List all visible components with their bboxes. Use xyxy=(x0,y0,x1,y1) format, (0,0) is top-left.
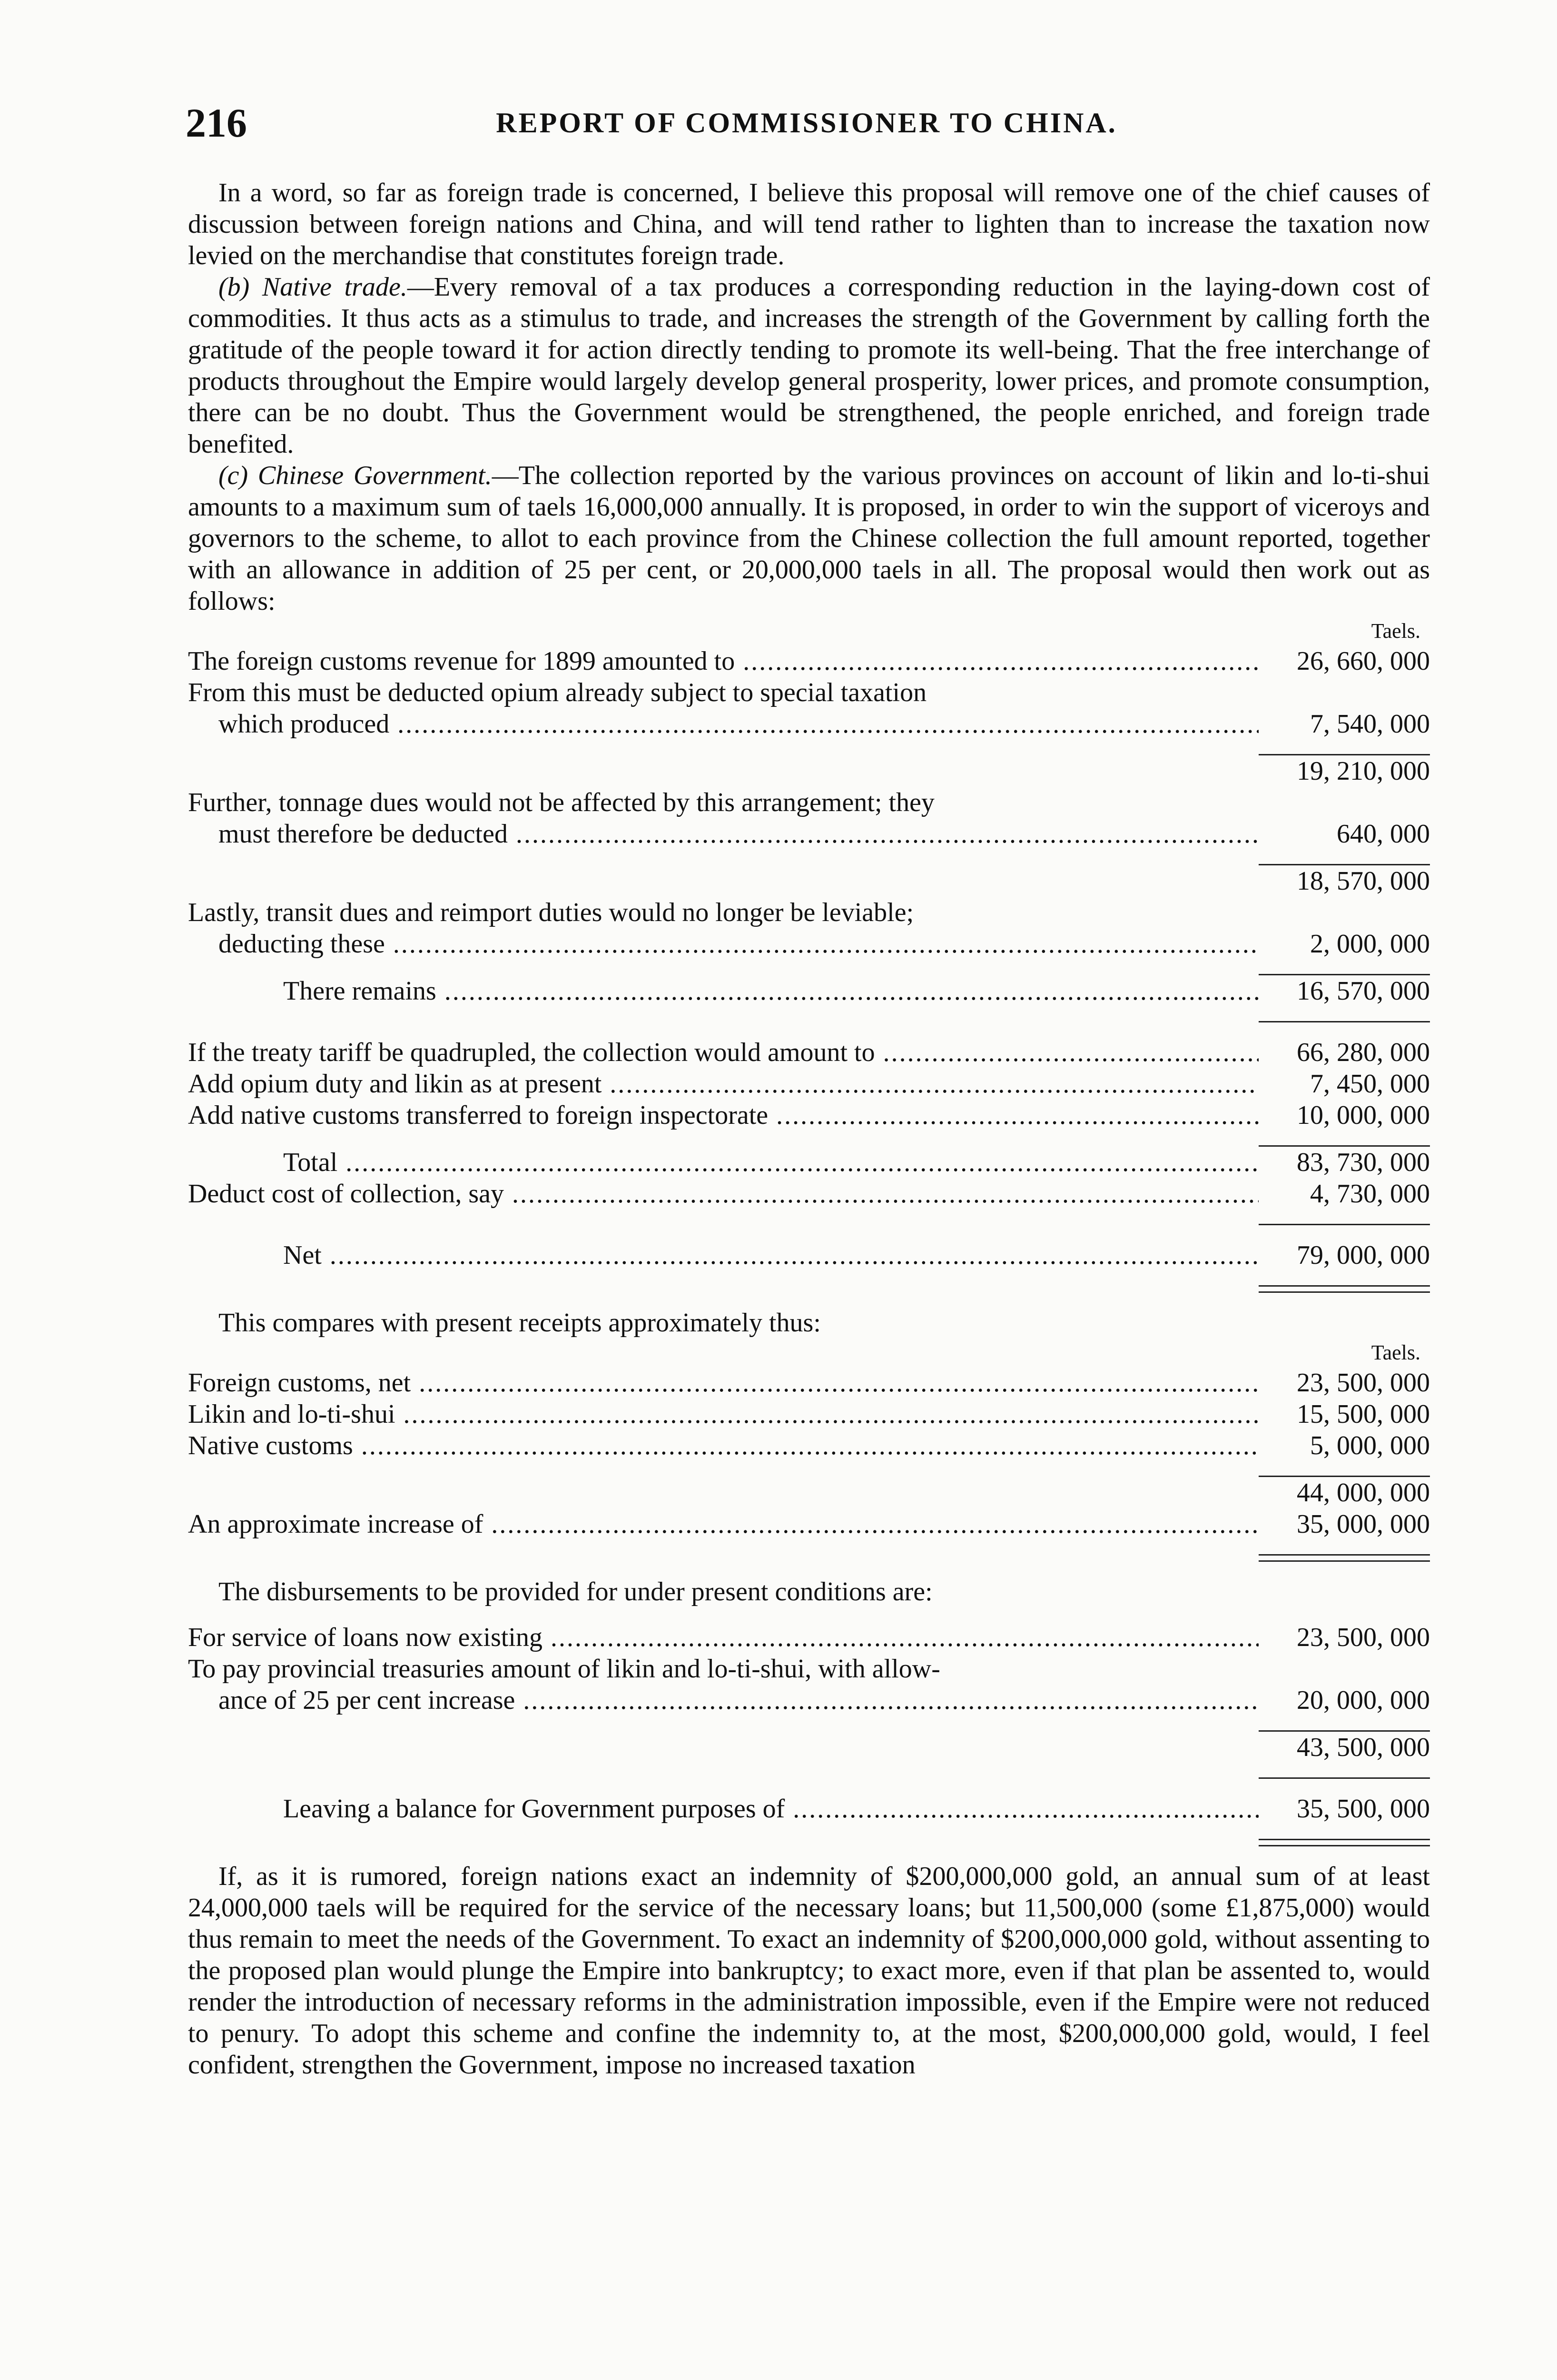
section-label: (c) Chinese Government. xyxy=(218,461,492,490)
total-rule xyxy=(1259,1554,1430,1562)
table-row: An approximate increase of ..... 35, 000, 000 xyxy=(188,1508,1430,1540)
table-row: ance of 25 per cent increase ..... 20, 000, 000 xyxy=(188,1685,1430,1716)
page-body xyxy=(188,177,1430,2081)
table-row: Add native customs transferred to foreign inspectorate ..... 10, 000, 000 xyxy=(188,1100,1430,1131)
table-row: must therefore be deducted ..... 640, 000 xyxy=(188,818,1430,850)
receipts-table xyxy=(188,1339,1430,1562)
subtotal-row: 43, 500, 000 xyxy=(1297,1733,1430,1762)
table-row: Further, tonnage dues would not be affected by this arrangement; they xyxy=(188,788,935,817)
running-title: REPORT OF COMMISSIONER TO CHINA. xyxy=(496,107,1117,139)
paragraph: (c) Chinese Government.—The collection reported by the various provinces on account of likin and lo-ti-shui amounts to a maximum sum of taels 16,000,000 annually. It is proposed, in order to win the support of viceroys and governors to the scheme, to allot to each province from the Chinese collection the full amount reported, together with an allowance in addition of 25 per cent, or 20,000,000 taels in all. The proposal would then work out as follows: xyxy=(188,461,1430,616)
paragraph: This compares with present receipts approximately thus: xyxy=(218,1308,821,1338)
table-row: For service of loans now existing ..... 23, 500, 000 xyxy=(188,1622,1430,1653)
subtotal-row: 18, 570, 000 xyxy=(1297,866,1430,896)
table-row: Deduct cost of collection, say ..... 4, 730, 000 xyxy=(188,1178,1430,1210)
table-row: Total ..... 83, 730, 000 xyxy=(188,1147,1430,1178)
paragraph: (b) Native trade.—Every removal of a tax produces a corresponding reduction in the laying-down cost of commodities. It thus acts as a stimulus to trade, and increases the strength of the Government by calling forth the gratitude of the people toward it for action directly tending to promote its well-being. That the free interchange of products throughout the Empire would largely develop general prosperity, lower prices, and promote consumption, there can be no doubt. Thus the Government would be strengthened, the people enriched, and foreign trade benefited. xyxy=(188,272,1430,459)
section-label: (b) Native trade. xyxy=(218,272,407,302)
paragraph: In a word, so far as foreign trade is concerned, I believe this proposal will remove one of the chief causes of discussion between foreign nations and China, and will tend rather to lighten than to increase the taxation now levied on the merchandise that constitutes foreign trade. xyxy=(188,178,1430,270)
page-number: 216 xyxy=(186,100,247,146)
page-header xyxy=(186,99,1428,151)
table-row: Net ..... 79, 000, 000 xyxy=(188,1240,1430,1271)
paragraph: The disbursements to be provided for under present conditions are: xyxy=(218,1577,933,1606)
subtotal-row: 19, 210, 000 xyxy=(1297,756,1430,786)
subtotal-row: 44, 000, 000 xyxy=(1297,1478,1430,1507)
table-row: To pay provincial treasuries amount of likin and lo-ti-shui, with allow- xyxy=(188,1654,940,1684)
table-row: Leaving a balance for Government purposes of ..... 35, 500, 000 xyxy=(188,1793,1430,1825)
table-row: There remains ..... 16, 570, 000 xyxy=(188,975,1430,1007)
unit-label: Taels. xyxy=(1371,1341,1420,1364)
table-row: The foreign customs revenue for 1899 amounted to ..... 26, 660, 000 xyxy=(188,645,1430,677)
table-row: If the treaty tariff be quadrupled, the collection would amount to ..... 66, 280, 000 xyxy=(188,1037,1430,1068)
revenue-table xyxy=(188,617,1430,1293)
table-row: Lastly, transit dues and reimport duties would no longer be leviable; xyxy=(188,898,914,927)
table-row: Native customs ..... 5, 000, 000 xyxy=(188,1430,1430,1461)
table-row: deducting these ..... 2, 000, 000 xyxy=(188,928,1430,960)
disbursements-table xyxy=(188,1622,1430,1846)
table-row: which produced ..... 7, 540, 000 xyxy=(188,708,1430,740)
table-row: Foreign customs, net ..... 23, 500, 000 xyxy=(188,1367,1430,1398)
total-rule xyxy=(1259,1285,1430,1293)
paragraph: If, as it is rumored, foreign nations exact an indemnity of $200,000,000 gold, an annual sum of at least 24,000,000 taels will be required for the service of the necessary loans; but 11,500,000 (some £1,875,000) would thus remain to meet the needs of the Government. To exact an indemnity of $200,000,000 gold, without assenting to the proposed plan would plunge the Empire into bankruptcy; to exact more, even if that plan be assented to, would render the introduction of necessary reforms in the administration impossible, even if the Empire were not reduced to penury. To adopt this scheme and confine the indemnity to, at the most, $200,000,000 gold, would, I feel confident, strengthen the Government, impose no increased taxation xyxy=(188,1862,1430,2080)
unit-label: Taels. xyxy=(1371,619,1420,643)
table-row: Add opium duty and likin as at present ..... 7, 450, 000 xyxy=(188,1068,1430,1100)
table-row: From this must be deducted opium already subject to special taxation xyxy=(188,678,927,707)
total-rule xyxy=(1259,1839,1430,1846)
table-row: Likin and lo-ti-shui ..... 15, 500, 000 xyxy=(188,1398,1430,1430)
